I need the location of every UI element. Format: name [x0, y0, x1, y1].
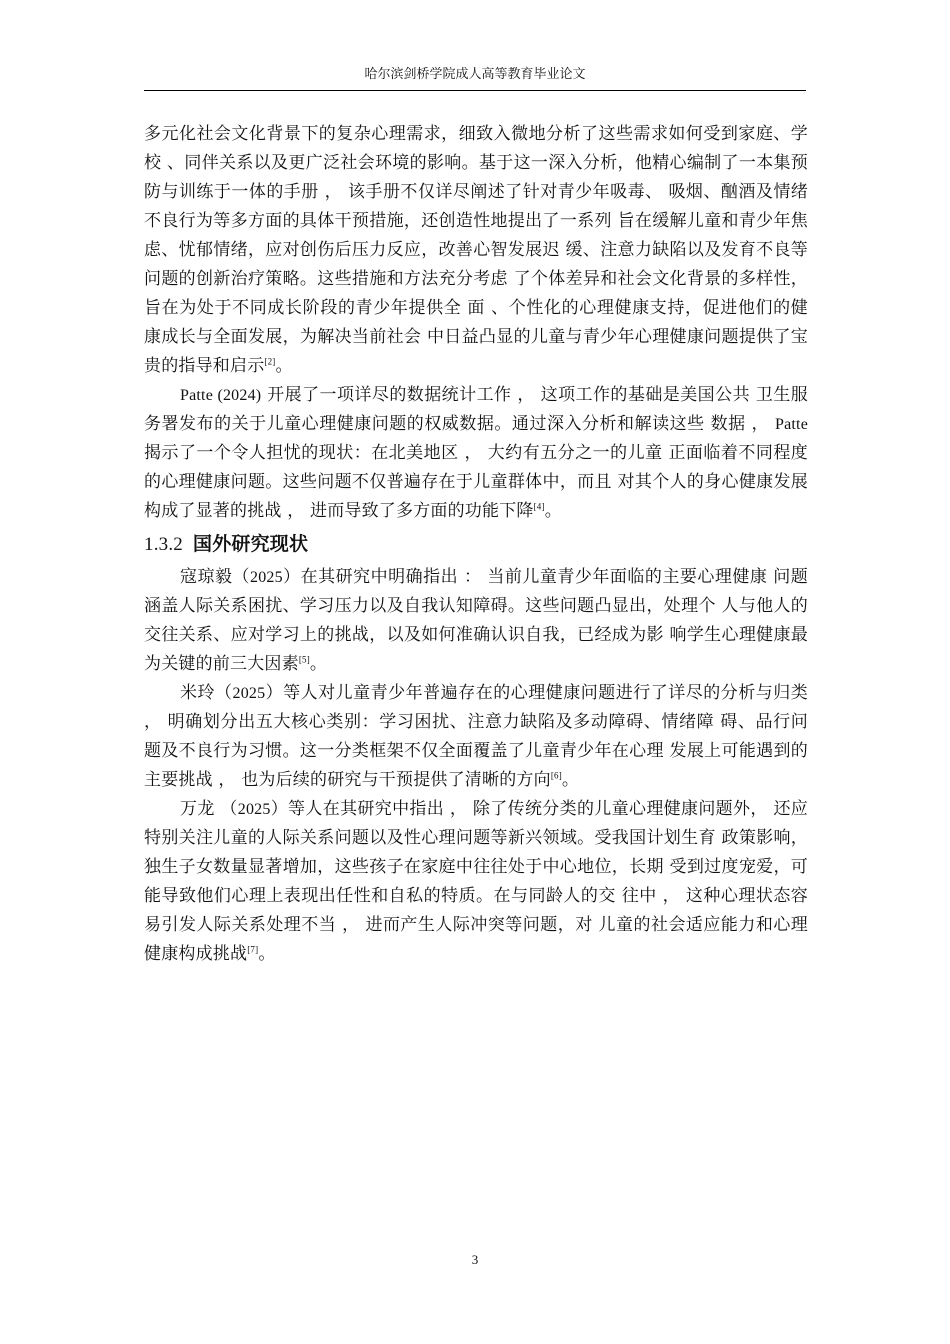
- page-number: 3: [471, 1252, 479, 1267]
- paragraph-5-year: 2025: [237, 801, 271, 818]
- paragraph-4-text-a: 米玲（: [180, 683, 233, 703]
- paragraph-2-text-a: 开展了一项详尽的数据统计工作 ， 这项工作的基础是美国公共 卫生服务署发布的关于儿童心理健康问题的权威数据。通过深入分析和解读这些 数据 ，: [144, 385, 808, 434]
- paragraph-5-text-a: 万龙 （: [180, 799, 238, 819]
- paragraph-3-text-b: ）在其研究中明确指出 ： 当前儿童青少年面临的主要心理健康 问题涵盖人际关系困扰、学习压力以及自我认知障碍。这些问题凸显出，处理个 人与他人的交往关系、应对学习上的挑战，以及如何准确认识自我，已经成为影 响学生心理健康最为关键的前三大因素: [144, 567, 808, 674]
- citation-6: [6]: [550, 770, 562, 781]
- paragraph-3-end: 。: [309, 654, 328, 674]
- citation-2: [2]: [264, 356, 276, 367]
- paragraph-2-end: 。: [544, 501, 562, 521]
- section-heading: [144, 528, 808, 561]
- paragraph-4: [144, 679, 808, 795]
- paragraph-5: [144, 795, 808, 969]
- paragraph-4-end: 。: [561, 770, 580, 790]
- paragraph-2: [144, 381, 808, 526]
- page-header: [144, 66, 806, 91]
- paragraph-1: [144, 120, 808, 381]
- paragraph-2-name: Patte: [775, 416, 808, 433]
- paragraph-5-text-b: ）等人在其研究中指出 ， 除了传统分类的儿童心理健康问题外， 还应特别关注儿童的人际关系问题以及性心理问题等新兴领域。受我国计划生育 政策影响，独生子女数量显著增加，这些孩子在家庭中往往处于中心地位，长期 受到过度宠爱，可能导致他们心理上表现出任性和自私的特质。在与同龄人的交 往中 ， 这种心理状态容易引发人际关系处理不当 ， 进而产生人际冲突等问题，对 儿童的社会适应能力和心理健康构成挑战: [144, 799, 808, 964]
- paragraph-3-text-a: 寇琼毅（: [180, 567, 250, 587]
- paragraph-2-text-b: 揭示了一个令人担忧的现状：在北美地区 ， 大约有五分之一的儿童 正面临着不同程度的心理健康问题。这些问题不仅普遍存在于儿童群体中，而且 对其个人的身心健康发展构成了显著的挑战 ， 进而导致了多方面的功能下降: [144, 443, 808, 521]
- paragraph-1-end: 。: [275, 356, 293, 376]
- paragraph-5-end: 。: [258, 944, 276, 964]
- section-title: 国外研究现状: [193, 533, 309, 555]
- paragraph-4-year: 2025: [232, 685, 266, 702]
- citation-4: [4]: [533, 501, 545, 512]
- header-title: 哈尔滨剑桥学院成人高等教育毕业论文: [364, 67, 586, 82]
- paragraph-2-author: Patte (2024): [180, 387, 262, 404]
- paragraph-3: [144, 563, 808, 679]
- section-number: 1.3.2: [144, 534, 183, 555]
- paragraph-1-text: 多元化社会文化背景下的复杂心理需求，细致入微地分析了这些需求如何受到家庭、学校 、同伴关系以及更广泛社会环境的影响。基于这一深入分析，他精心编制了一本集预防与训练于一体的手册 ， 该手册不仅详尽阐述了针对青少年吸毒、 吸烟、酗酒及情绪不良行为等多方面的具体干预措施，还创造性地提出了一系列 旨在缓解儿童和青少年焦虑、忧郁情绪，应对创伤后压力反应，改善心智发展迟 缓、注意力缺陷以及发育不良等问题的创新治疗策略。这些措施和方法充分考虑 了个体差异和社会文化背景的多样性，旨在为处于不同成长阶段的青少年提供全 面 、个性化的心理健康支持，促进他们的健康成长与全面发展，为解决当前社会 中日益凸显的儿童与青少年心理健康问题提供了宝贵的指导和启示: [144, 124, 808, 376]
- citation-7: [7]: [247, 944, 259, 955]
- body-text: [144, 120, 808, 969]
- paragraph-3-year: 2025: [250, 569, 283, 586]
- citation-5: [5]: [298, 654, 310, 665]
- paragraph-4-text-b: ）等人对儿童青少年普遍存在的心理健康问题进行了详尽的分析与归类 ， 明确划分出五大核心类别：学习困扰、注意力缺陷及多动障碍、情绪障 碍、品行问题及不良行为习惯。这一分类框架不仅全面覆盖了儿童青少年在心理 发展上可能遇到的主要挑战 ， 也为后续的研究与干预提供了清晰的方向: [144, 683, 808, 790]
